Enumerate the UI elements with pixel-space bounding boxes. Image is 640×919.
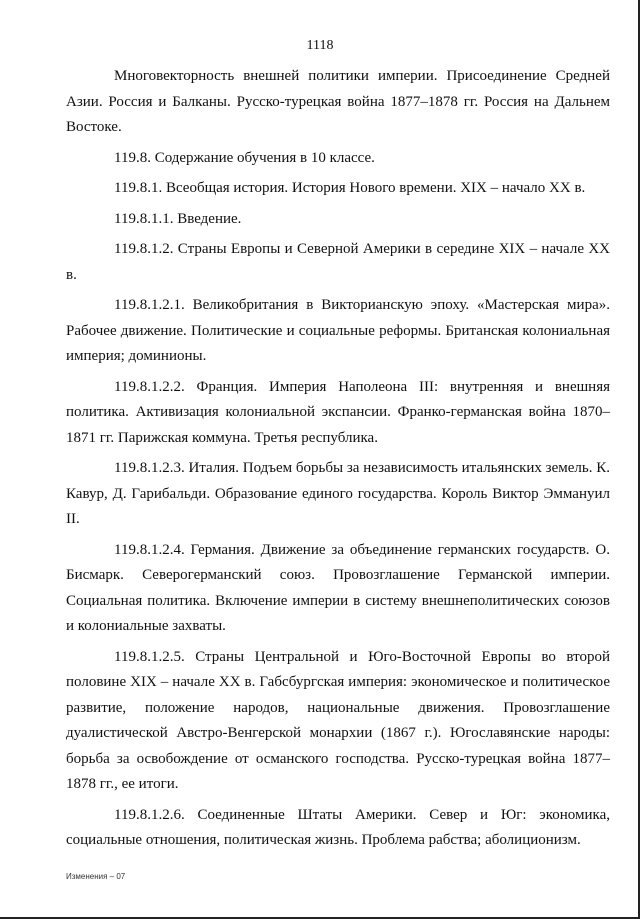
page-footer: Изменения – 07 xyxy=(66,872,126,881)
page-number: 1118 xyxy=(306,38,334,53)
paragraph-119-8-1-2-6: 119.8.1.2.6. Соединенные Штаты Америки. Север и Юг: экономика, социальные отношения, политическая жизнь. Проблема рабства; аболиционизм. xyxy=(66,806,610,848)
paragraph-intro: Многовекторность внешней политики империи. Присоединение Средней Азии. Россия и Балканы. Русско-турецкая война 1877–1878 гг. Россия на Дальнем Востоке. xyxy=(66,68,610,135)
paragraph-119-8-1-2-1: 119.8.1.2.1. Великобритания в Викторианскую эпоху. «Мастерская мира». Рабочее движение. Политические и социальные реформы. Британская колониальная империя; доминионы. xyxy=(66,297,610,364)
paragraph-119-8-1-2-5: 119.8.1.2.5. Страны Центральной и Юго-Восточной Европы во второй половине XIX – начале XX в. Габсбургская империя: экономическое и политическое развитие, положение народов, национальные движения. Провозглашение дуалистической Австро-Венгерской монархии (1867 г.). Югославянские народы: борьба за освобождение от османского господства. Русско-турецкая война 1877–1878 гг., ее итоги. xyxy=(66,648,610,792)
paragraph-119-8-1: 119.8.1. Всеобщая история. История Нового времени. XIX – начало XX в. xyxy=(114,180,586,196)
paragraph-119-8: 119.8. Содержание обучения в 10 классе. xyxy=(114,149,375,166)
paragraph-119-8-1-1: 119.8.1.1. Введение. xyxy=(114,210,242,227)
paragraph-119-8-1-2-2: 119.8.1.2.2. Франция. Империя Наполеона III: внутренняя и внешняя политика. Активизация колониальной экспансии. Франко-германская война 1870–1871 гг. Парижская коммуна. Третья республика. xyxy=(66,378,610,446)
paragraph-119-8-1-2-4: 119.8.1.2.4. Германия. Движение за объединение германских государств. О. Бисмарк. Северогерманский союз. Провозглашение Германской империи. Социальная политика. Включение империи в систему внешнеполитических союзов и колониальные захваты. xyxy=(66,541,610,634)
paragraph-119-8-1-2: 119.8.1.2. Страны Европы и Северной Америки в середине XIX – начале XX в. xyxy=(66,241,610,283)
paragraph-119-8-1-2-3: 119.8.1.2.3. Италия. Подъем борьбы за независимость итальянских земель. К. Кавур, Д. Гарибальди. Образование единого государства. Король Виктор Эммануил II. xyxy=(66,460,610,527)
document-body xyxy=(66,64,610,859)
